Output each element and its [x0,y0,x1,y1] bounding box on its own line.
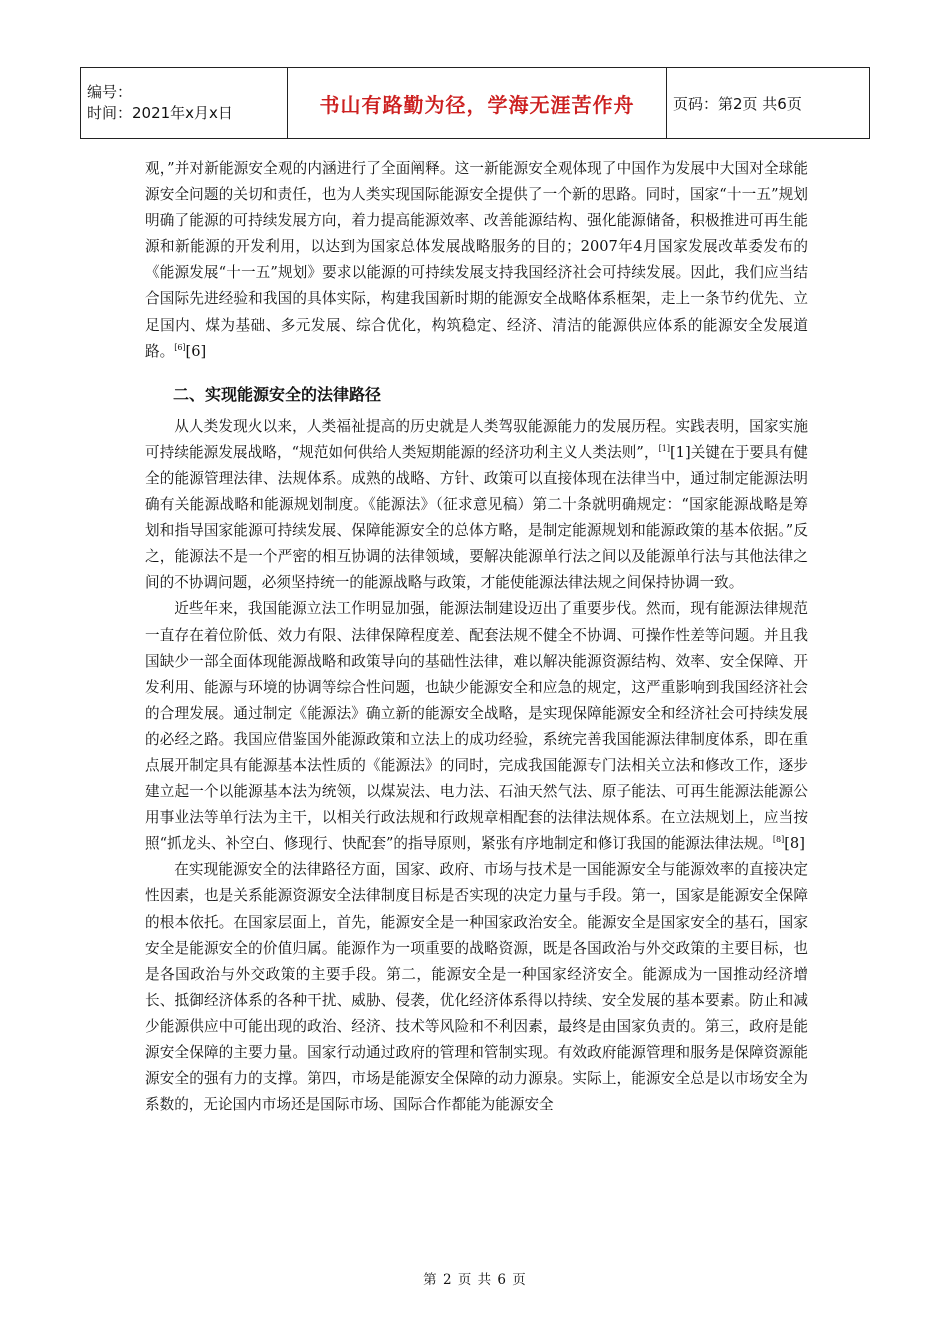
citation-superscript: [6] [174,342,186,352]
header-motto: 书山有路勤为径，学海无涯苦作舟 [288,68,667,139]
paragraph-4: 在实现能源安全的法律路径方面，国家、政府、市场与技术是一国能源安全与能源效率的直接决定性因素，也是关系能源资源安全法律制度目标是否实现的决定力量与手段。第一，国家是能源安全保障的根本依托。在国家层面上，首先，能源安全是一种国家政治安全。能源安全是国家安全的基石，国家安全是能源安全的价值归属。能源作为一项重要的战略资源，既是各国政治与外交政策的主要目标，也是各国政治与外交政策的主要手段。第二，能源安全是一种国家经济安全。能源成为一国推动经济增长、抵御经济体系的各种干扰、威胁、侵袭，优化经济体系得以持续、安全发展的基本要素。防止和减少能源供应中可能出现的政治、经济、技术等风险和不利因素，最终是由国家负责的。第三，政府是能源安全保障的主要力量。国家行动通过政府的管理和管制实现。有效政府能源管理和服务是保障资源能源安全的强有力的支撑。第四，市场是能源安全保障的动力源泉。实际上，能源安全总是以市场安全为系数的，无论国内市场还是国际市场、国际合作都能为能源安全 [145,861,808,1114]
document-body [145,156,808,1118]
paragraph-3 [145,596,808,857]
citation-ref: [6] [185,342,207,360]
page-footer: 第 2 页 共 6 页 [423,1272,527,1288]
header-meta-cell [81,68,288,139]
document-number-label: 编号： [87,83,133,101]
paragraph-2 [145,414,808,597]
page-header [80,67,870,139]
paragraph-3-text: 近些年来，我国能源立法工作明显加强，能源法制建设迈出了重要步伐。然而，现有能源法律规范一直存在着位阶低、效力有限、法律保障程度差、配套法规不健全不协调、可操作性差等问题。并且我国缺少一部全面体现能源战略和政策导向的基础性法律，难以解决能源资源结构、效率、安全保障、开发利用、能源与环境的协调等综合性问题，也缺少能源安全和应急的规定，这严重影响到我国经济社会的合理发展。通过制定《能源法》确立新的能源安全战略，是实现保障能源安全和经济社会可持续发展的必经之路。我国应借鉴国外能源政策和立法上的成功经验，系统完善我国能源法律制度体系，即在重点展开制定具有能源基本法性质的《能源法》的同时，完成我国能源专门法相关立法和修改工作，逐步建立起一个以能源基本法为统领，以煤炭法、电力法、石油天然气法、原子能法、可再生能源法能源公用事业法等单行法为主干，以相关行政法规和行政规章相配套的法律法规体系。在立法规划上，应当按照“抓龙头、补空白、修现行、快配套”的指导原则，紧张有序地制定和修订我国的能源法律法规。 [145,600,808,853]
citation-ref: [8] [784,835,805,853]
citation-ref: [1] [669,443,691,461]
citation-superscript: [1] [658,443,670,453]
paragraph-2-text-b: 关键在于要具有健全的能源管理法律、法规体系。成熟的战略、方针、政策可以直接体现在法律当中，通过制定能源法明确有关能源战略和能源规划制度。《能源法》（征求意见稿）第二十条就明确规定：“国家能源战略是筹划和指导国家能源可持续发展、保障能源安全的总体方略，是制定能源规划和能源政策的基本依据。”反之，能源法不是一个严密的相互协调的法律领域，要解决能源单行法之间以及能源单行法与其他法律之间的不协调问题，必须坚持统一的能源战略与政策，才能使能源法律法规之间保持协调一致。 [145,443,808,592]
paragraph-1-text: 观，”并对新能源安全观的内涵进行了全面阐释。这一新能源安全观体现了中国作为发展中大国对全球能源安全问题的关切和责任，也为人类实现国际能源安全提供了一个新的思路。同时，国家“十一五”规划明确了能源的可持续发展方向，着力提高能源效率、改善能源结构、强化能源储备，积极推进可再生能源和新能源的开发利用，以达到为国家总体发展战略服务的目的；2007年4月国家发展改革委发布的《能源发展“十一五”规划》要求以能源的可持续发展支持我国经济社会可持续发展。因此，我们应当结合国际先进经验和我国的具体实际，构建我国新时期的能源安全战略体系框架，走上一条节约优先、立足国内、煤为基础、多元发展、综合优化，构筑稳定、经济、清洁的能源供应体系的能源安全发展道路。 [145,160,808,360]
section-title: 二、实现能源安全的法律路径 [173,384,382,404]
citation-superscript: [8] [772,835,785,845]
document-time-label: 时间：2021年x月x日 [87,104,233,122]
paragraph-2-text-a: 从人类发现火以来，人类福祉提高的历史就是人类驾驭能源能力的发展历程。实践表明，国家实施可持续能源发展战略，“规范如何供给人类短期能源的经济功利主义人类法则”， [145,417,808,461]
paragraph-1 [145,156,808,365]
header-page-info: 页码：第2页 共6页 [667,68,870,139]
